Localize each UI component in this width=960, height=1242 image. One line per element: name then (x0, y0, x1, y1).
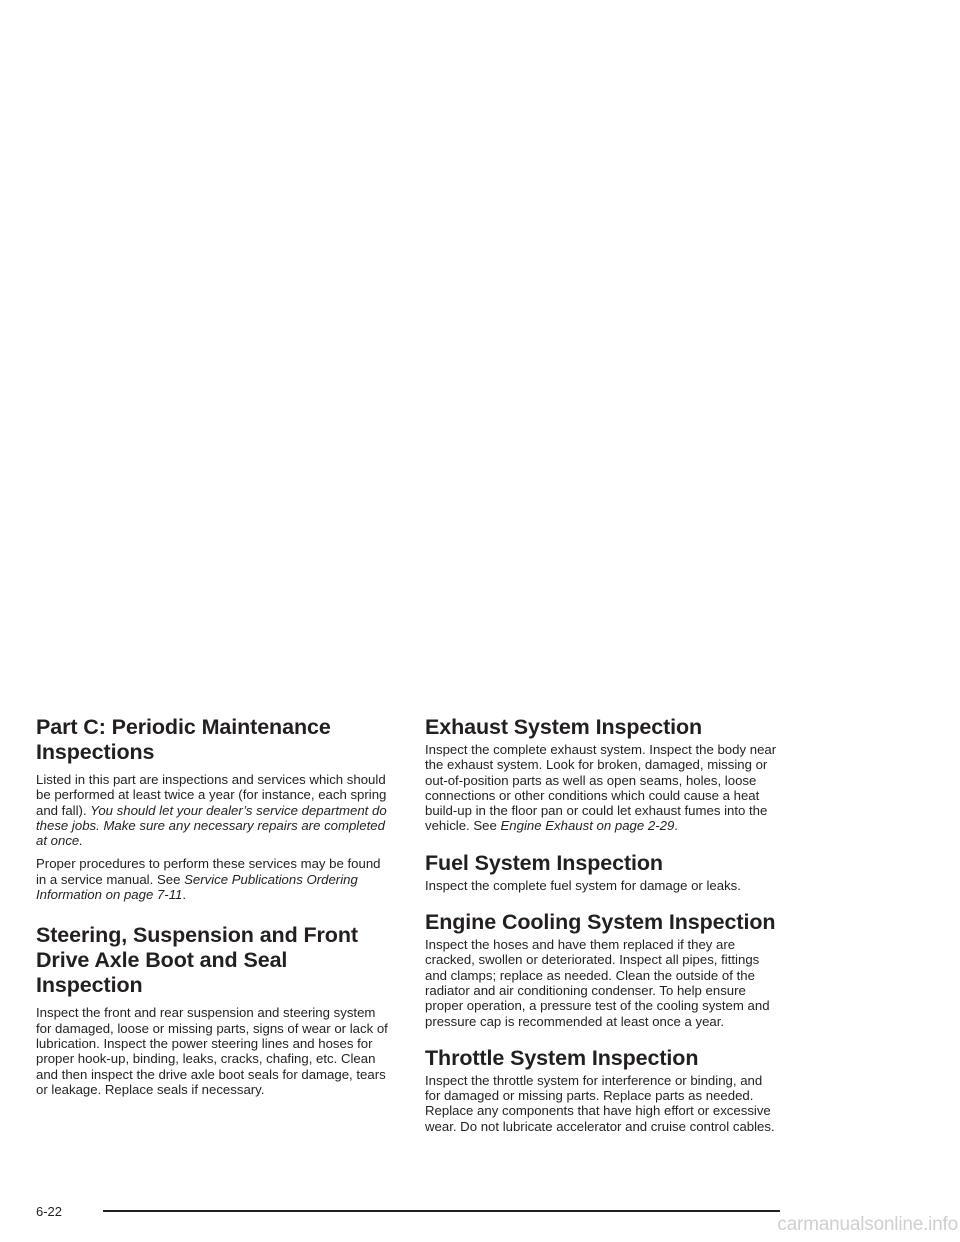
exhaust-paragraph (425, 742, 781, 834)
footer-rule (103, 1210, 780, 1212)
part-c-paragraph-2 (36, 856, 392, 902)
part-c-p1-italic: You should let your dealer’s service department do these jobs. Make sure any necessary repairs are completed at once. (36, 802, 387, 849)
section-title-steering: Steering, Suspension and Front Drive Axle Boot and Seal Inspection (36, 923, 358, 998)
watermark: carmanualsonline.info (777, 1214, 958, 1235)
part-c-p1-text: Listed in this part are inspections and services which should be performed at least twice a year (for instance, each spring and fall). (36, 772, 387, 818)
right-column (425, 715, 781, 1142)
section-title-throttle: Throttle System Inspection (425, 1045, 699, 1070)
part-c-p2-text: Proper procedures to perform these services may be found in a service manual. See (36, 856, 381, 887)
part-c-paragraph-1 (36, 772, 392, 848)
section-title-cooling: Engine Cooling System Inspection (425, 910, 776, 935)
exhaust-reference: Engine Exhaust on page 2-29 (500, 818, 675, 834)
steering-paragraph: Inspect the front and rear suspension and steering system for damaged, loose or missing parts, signs of wear or lack of lubrication. Inspect the power steering lines and hoses for proper hook-up, binding, leaks, cracks, chafing, etc. Clean and then inspect the drive axle boot seals for damage, tears or leakage. Replace seals if necessary. (36, 1005, 388, 1097)
part-c-p2-end: . (182, 887, 187, 903)
throttle-paragraph: Inspect the throttle system for interference or binding, and for damaged or missing parts. Replace parts as needed. Replace any components that have high effort or excessive wear. Do not lubricate accelerator and cruise control cables. (425, 1072, 775, 1134)
fuel-paragraph: Inspect the complete fuel system for damage or leaks. (425, 877, 741, 893)
page-number: 6-22 (36, 1204, 63, 1219)
left-column (36, 715, 392, 1105)
section-title-part-c: Part C: Periodic Maintenance Inspections (36, 715, 331, 764)
part-c-p2-reference: Service Publications Ordering Information on page 7-11 (36, 871, 358, 903)
cooling-paragraph: Inspect the hoses and have them replaced if they are cracked, swollen or deteriorated. Inspect all pipes, fittings and clamps; replace as needed. Clean the outside of the radiator and air conditioning condenser. To help ensure proper operation, a pressure test of the cooling system and pressure cap is recommended at least once a year. (425, 937, 770, 1029)
exhaust-text: Inspect the complete exhaust system. Inspect the body near the exhaust system. Look for broken, damaged, missing or out-of-position parts as well as open seams, holes, loose connections or other conditions which could cause a heat build-up in the floor pan or could let exhaust fumes into the vehicle. See (425, 742, 777, 834)
exhaust-end: . (674, 818, 678, 834)
section-title-fuel: Fuel System Inspection (425, 850, 663, 875)
section-title-exhaust: Exhaust System Inspection (425, 715, 703, 739)
